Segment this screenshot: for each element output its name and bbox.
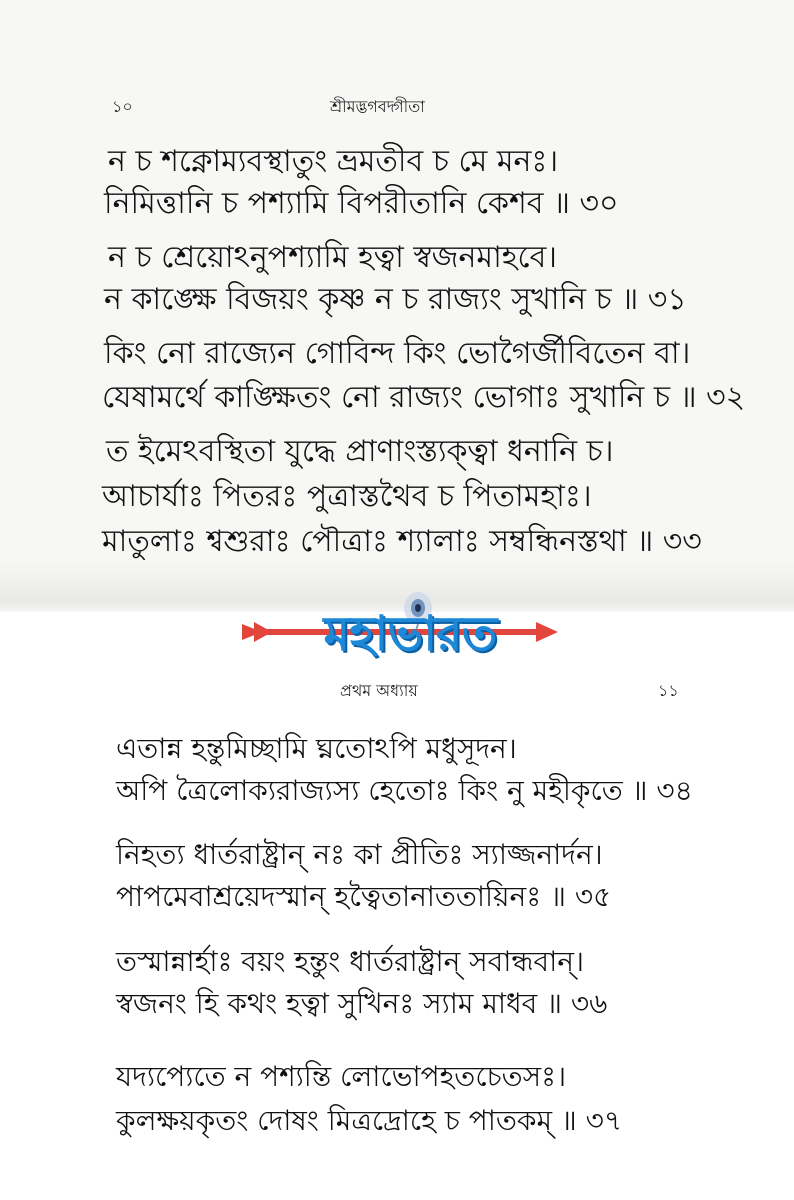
bottom-page (0, 612, 794, 1200)
watermark-logo (240, 590, 560, 680)
verse-line: অপি ত্রৈলোক্যরাজ্যস্য হেতোঃ কিং নু মহীকৃতে ॥ ৩৪ (116, 774, 693, 807)
verse-line: নিমিত্তানি চ পশ্যামি বিপরীতানি কেশব ॥ ৩০ (104, 186, 619, 221)
verse-line: ন চ শ্রেয়োঽনুপশ্যামি হত্বা স্বজনমাহবে। (108, 240, 558, 275)
verse-line: এতান্ন হন্তুমিচ্ছামি ঘ্নতোঽপি মধুসূদন। (116, 732, 517, 765)
verse-line: মাতুলাঃ শ্বশুরাঃ পৌত্রাঃ শ্যালাঃ সম্বন্ধিনস্তথা ॥ ৩৩ (102, 524, 702, 559)
verse-line: ন কাঙ্ক্ষে বিজয়ং কৃষ্ণ ন চ রাজ্যং সুখানি চ ॥ ৩১ (104, 282, 687, 317)
running-title: শ্রীমদ্ভগবদ্গীতা (330, 97, 425, 116)
verse-line: তস্মান্নার্হাঃ বয়ং হন্তুং ধার্তরাষ্ট্রান্ সবান্ধবান্। (116, 945, 584, 978)
verse-line: যদ্যপ্যেতে ন পশ্যন্তি লোভোপহতচেতসঃ। (116, 1060, 567, 1093)
page-number: ১১ (658, 681, 679, 700)
verse-line: স্বজনং হি কথং হত্বা সুখিনঃ স্যাম মাধব ॥ ৩৬ (116, 987, 608, 1020)
verse-line: কিং নো রাজ্যেন গোবিন্দ কিং ভোগৈর্জীবিতেন বা। (104, 336, 691, 371)
verse-line: ত ইমেঽবস্থিতা যুদ্ধে প্রাণাংস্ত্যক্ত্বা ধনানি চ। (106, 434, 614, 469)
verse-line: যেষামর্থে কাঙ্ক্ষিতং নো রাজ্যং ভোগাঃ সুখানি চ ॥ ৩২ (102, 380, 746, 415)
verse-line: পাপমেবাশ্রয়েদস্মান্ হত্বৈতানাততায়িনঃ ॥ ৩৫ (116, 880, 612, 913)
running-title: প্রথম অধ্যায় (340, 681, 418, 700)
verse-line: আচার্যাঃ পিতরঃ পুত্রাস্তথৈব চ পিতামহাঃ। (102, 479, 592, 514)
watermark-text: মহাভারত (323, 606, 497, 662)
verse-line: নিহত্য ধার্তরাষ্ট্রান্ নঃ কা প্রীতিঃ স্যাজ্জনার্দন। (116, 838, 603, 871)
verse-line: কুলক্ষয়কৃতং দোষং মিত্রদ্রোহে চ পাতকম্ ॥ ৩৭ (116, 1104, 623, 1137)
verse-line: ন চ শক্নোম্যবস্থাতুং ভ্রমতীব চ মে মনঃ। (108, 144, 559, 179)
page-number: ১০ (112, 97, 133, 116)
